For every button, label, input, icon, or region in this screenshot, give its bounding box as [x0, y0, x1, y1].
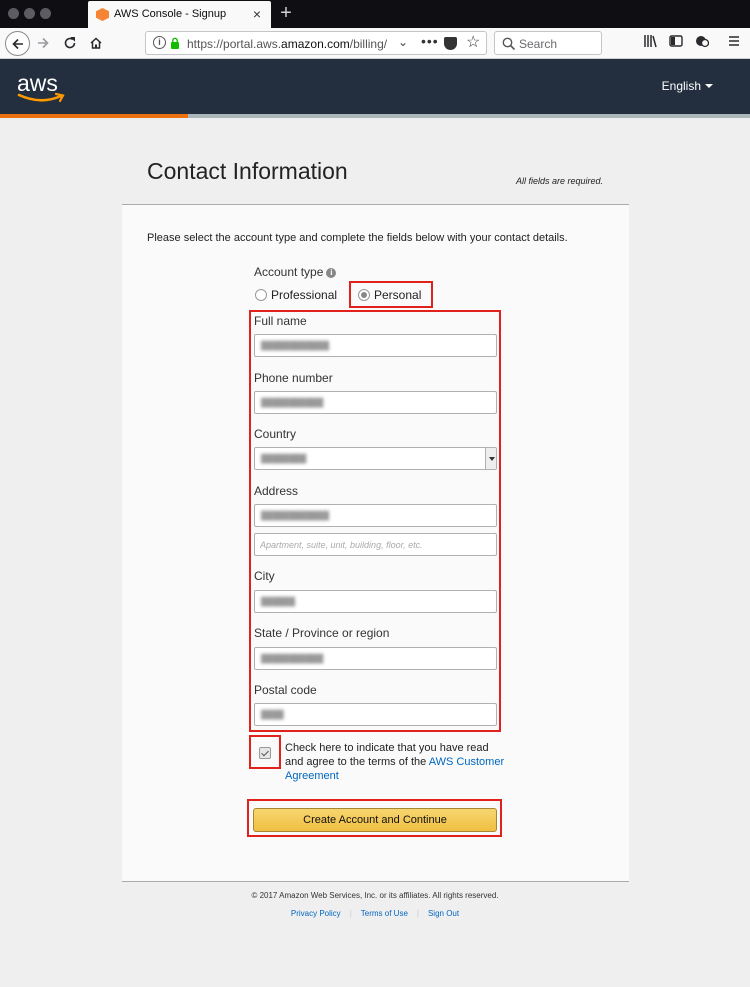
more-dots-icon[interactable]: ••• — [421, 33, 439, 49]
library-icon[interactable] — [643, 33, 658, 53]
info-icon[interactable]: i — [153, 36, 166, 49]
signup-progress-bar — [0, 114, 750, 118]
bookmark-star-icon[interactable]: ☆ — [466, 34, 481, 51]
page-title: Contact Information — [147, 158, 348, 184]
new-tab-button[interactable]: + — [280, 2, 292, 24]
required-note: All fields are required. — [515, 176, 603, 186]
url-text — [187, 37, 392, 51]
url-domain: amazon.com — [281, 37, 350, 51]
highlight-agree-checkbox — [249, 735, 281, 769]
address-label: Address — [254, 484, 299, 498]
aws-favicon-icon — [96, 8, 109, 21]
tab-title: AWS Console - Signup — [114, 8, 227, 20]
form-intro: Please select the account type and complete the fields below with your contact details. — [147, 232, 568, 244]
home-icon[interactable] — [85, 32, 107, 54]
customer-agreement-link[interactable]: AWS Customer Agreement — [285, 756, 505, 782]
sign-out-link[interactable]: Sign Out — [427, 909, 460, 918]
account-type-label — [254, 265, 336, 279]
forward-arrow-icon[interactable] — [32, 32, 54, 54]
redacted-value: ████████████ — [261, 341, 330, 350]
back-arrow-icon[interactable] — [5, 31, 30, 56]
privacy-policy-link[interactable]: Privacy Policy — [290, 909, 341, 918]
address-line2-placeholder: Apartment, suite, unit, building, floor, etc. — [260, 540, 423, 550]
highlight-personal-radio — [349, 281, 433, 308]
radio-personal-label[interactable]: Personal — [374, 288, 422, 302]
footer-copyright: © 2017 Amazon Web Services, Inc. or its affiliates. All rights reserved. — [251, 891, 499, 900]
city-label: City — [254, 569, 275, 583]
footer-separator: | — [416, 909, 419, 918]
chevron-down-icon[interactable]: ⌄ — [398, 35, 409, 49]
tab-close-icon[interactable]: × — [252, 6, 262, 22]
sidebar-icon[interactable] — [669, 33, 683, 53]
account-type-label-text: Account type — [254, 265, 324, 279]
search-icon — [501, 36, 517, 52]
radio-professional-label[interactable]: Professional — [271, 288, 338, 302]
redacted-value: ████████ — [261, 454, 307, 463]
hamburger-menu-icon[interactable] — [727, 33, 741, 53]
lock-icon — [170, 37, 180, 49]
redacted-value: ████████████ — [261, 511, 330, 520]
window-minimize-dot[interactable] — [24, 8, 35, 19]
terms-of-use-link[interactable]: Terms of Use — [360, 909, 408, 918]
redacted-value: ████ — [261, 710, 284, 719]
agree-text — [285, 741, 505, 783]
caret-down-icon — [705, 84, 713, 88]
highlight-submit-button — [247, 799, 502, 837]
url-bar[interactable] — [145, 31, 487, 55]
language-menu[interactable] — [662, 79, 713, 93]
postal-label: Postal code — [254, 683, 317, 697]
search-placeholder: Search — [519, 37, 558, 51]
search-input[interactable] — [494, 31, 602, 55]
footer-separator: | — [349, 909, 352, 918]
phone-label: Phone number — [254, 371, 333, 385]
aws-smile-icon — [17, 92, 67, 104]
browser-nav-bar — [0, 28, 750, 59]
full-name-label: Full name — [254, 314, 307, 328]
url-path: /billing/ — [349, 37, 388, 51]
window-close-dot[interactable] — [8, 8, 19, 19]
extension-icon[interactable] — [695, 33, 709, 53]
redacted-value: ███████████ — [261, 398, 324, 407]
create-account-button[interactable]: Create Account and Continue — [253, 808, 497, 832]
url-prefix: https://portal.aws. — [187, 37, 282, 51]
radio-professional[interactable] — [255, 289, 267, 301]
country-label: Country — [254, 427, 297, 441]
browser-tab-bar — [0, 0, 750, 28]
aws-header — [0, 59, 750, 114]
redacted-value: ███████████ — [261, 654, 324, 663]
footer-links — [0, 909, 750, 918]
pocket-icon[interactable] — [444, 37, 457, 50]
redacted-value: ██████ — [261, 597, 296, 606]
aws-logo[interactable] — [17, 70, 69, 104]
language-label: English — [661, 79, 701, 93]
signup-progress-fill — [0, 114, 188, 118]
state-label: State / Province or region — [254, 626, 390, 640]
info-icon[interactable]: i — [326, 268, 336, 278]
browser-tab[interactable] — [88, 1, 271, 28]
agree-text-body: Check here to indicate that you have read and agree to the terms of the — [285, 742, 489, 768]
highlight-contact-fields — [249, 310, 501, 732]
window-maximize-dot[interactable] — [40, 8, 51, 19]
reload-icon[interactable] — [59, 32, 81, 54]
aws-logo-text: aws — [17, 70, 58, 96]
